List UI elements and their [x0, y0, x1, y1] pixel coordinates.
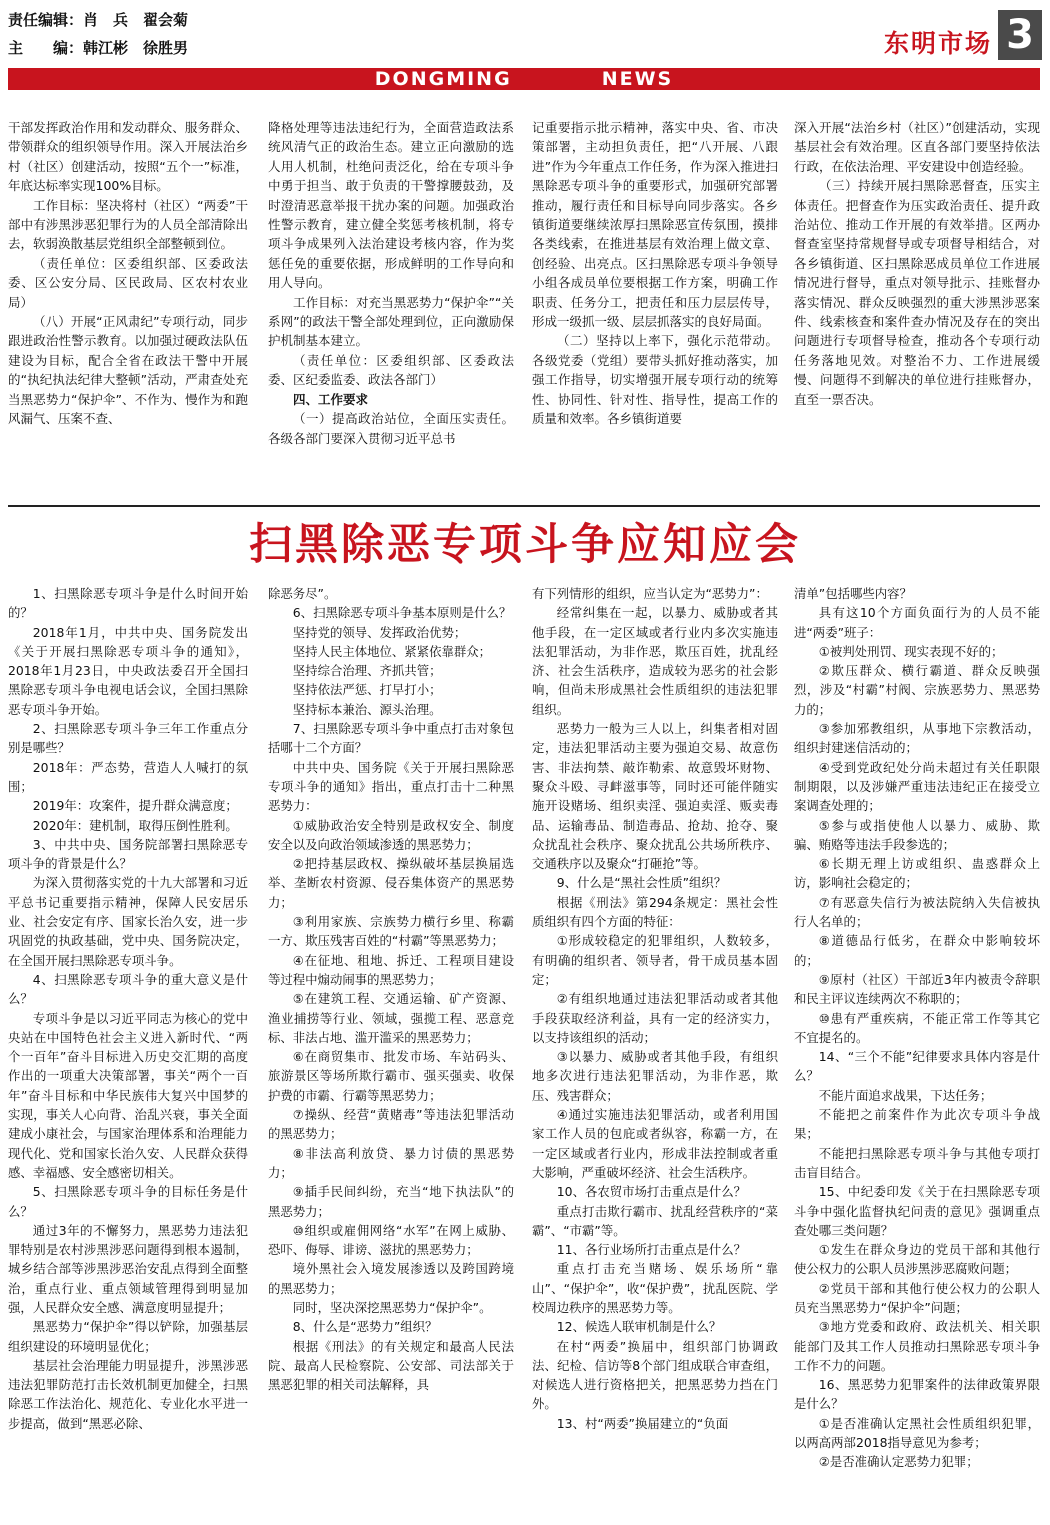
paragraph: 15、中纪委印发《关于在扫黑除恶专项斗争中强化监督执纪问责的意见》强调重点查处哪三类问题？	[794, 1184, 1040, 1238]
paragraph: 基层社会治理能力明显提升，涉黑涉恶违法犯罪防范打击长效机制更加健全，扫黑除恶工作法治化、规范化、专业化水平进一步提高，做到“黑恶必除、	[8, 1357, 248, 1431]
paragraph: 1、扫黑除恶专项斗争是什么时间开始的？	[8, 586, 248, 621]
paragraph: ②是否准确认定恶势力犯罪；	[818, 1454, 979, 1470]
paragraph: ③以暴力、威胁或者其他手段，有组织地多次进行违法犯罪活动，为非作恶，欺压、残害群众；	[532, 1049, 778, 1103]
page-number: 3	[998, 10, 1042, 60]
paragraph: ①发生在群众身边的党员干部和其他行使公权力的公职人员涉黑涉恶腐败问题；	[794, 1242, 1040, 1277]
paragraph: 通过3年的不懈努力，黑恶势力违法犯罪特别是农村涉黑涉恶问题得到根本遏制，城乡结合部等涉黑涉恶治安乱点得到全面整治，重点行业、重点领域管理得到明显加强，人民群众安全感、满意度明显提升；	[8, 1222, 248, 1315]
paragraph: 干部发挥政治作用和发动群众、服务群众、带领群众的组织领导作用。深入开展法治乡村（社区）创建活动，按照“五个一”标准，年底达标率实现100%目标。	[8, 120, 248, 194]
paragraph: ②有组织地通过违法犯罪活动或者其他手段获取经济利益，具有一定的经济实力，以支持该组织的活动；	[532, 991, 778, 1045]
paragraph: ⑦有恶意失信行为被法院纳入失信被执行人名单的；	[794, 894, 1040, 930]
feature-col-3	[532, 584, 778, 1524]
band-word-right: NEWS	[601, 68, 674, 90]
band-word-left: DONGMING	[374, 68, 512, 90]
paragraph: （责任单位：区委组织部、区委政法委、区公安分局、区民政局、区农村农业局）	[8, 255, 248, 310]
feature-col-4	[794, 584, 1040, 1524]
paragraph: ⑦操纵、经营“黄赌毒”等违法犯罪活动的黑恶势力；	[268, 1107, 514, 1142]
feature-col-2	[268, 584, 514, 1524]
paragraph: ④受到党政纪处分尚未超过有关任职限制期限，以及涉嫌严重违法违纪正在接受立案调查处理的；	[794, 759, 1040, 814]
paragraph: 5、扫黑除恶专项斗争的目标任务是什么？	[8, 1184, 248, 1219]
feature-title: 扫黑除恶专项斗争应知应会	[249, 520, 801, 570]
paragraph: ②把持基层政权、操纵破坏基层换届选举、垄断农村资源、侵吞集体资产的黑恶势力；	[268, 856, 514, 910]
paragraph: 中共中央、国务院《关于开展扫黑除恶专项斗争的通知》指出，重点打击十二种黑恶势力：	[268, 759, 514, 814]
paragraph: ⑥长期无理上访或组织、蛊惑群众上访，影响社会稳定的；	[794, 856, 1040, 891]
paragraph: ①威胁政治安全特别是政权安全、制度安全以及向政治领域渗透的黑恶势力；	[268, 817, 514, 852]
responsible-editors: 责任编辑：肖 兵 翟会菊	[8, 11, 189, 29]
paragraph: 13、村“两委”换届建立的“负面	[556, 1415, 729, 1431]
paragraph: （一）提高政治站位，全面压实责任。各级各部门要深入贯彻习近平总书	[268, 411, 514, 446]
paragraph: 不能把之前案件作为此次专项斗争战果；	[794, 1107, 1040, 1142]
paragraph: 8、什么是“恶势力”组织？	[292, 1319, 438, 1335]
paragraph: ④通过实施违法犯罪活动，或者利用国家工作人员的包庇或者纵容，称霸一方，在一定区域或者行业内，形成非法控制或者重大影响，严重破坏经济、社会生活秩序。	[532, 1107, 778, 1180]
paragraph: 深入开展“法治乡村（社区）”创建活动，实现基层社会有效治理。区直各部门要坚持依法行政，在依法治理、平安建设中创造经验。	[794, 120, 1040, 174]
paragraph: 14、“三个不能”纪律要求具体内容是什么？	[794, 1049, 1040, 1084]
paragraph: 2018年：严态势，营造人人喊打的氛围；	[8, 759, 248, 794]
top-article-col-2	[268, 118, 514, 500]
paragraph: 16、黑恶势力犯罪案件的法律政策界限是什么？	[794, 1377, 1040, 1412]
paragraph: 境外黑社会入境发展渗透以及跨国跨境的黑恶势力；	[268, 1261, 514, 1296]
paragraph: ①是否准确认定黑社会性质组织犯罪，以两高两部2018指导意见为参考；	[794, 1415, 1040, 1451]
paragraph: 坚持党的领导、发挥政治优势；	[292, 624, 467, 640]
paragraph: 同时，坚决深挖黑恶势力“保护伞”。	[292, 1299, 492, 1315]
paragraph: 四、工作要求	[293, 391, 369, 407]
paragraph: 除恶务尽”。	[268, 586, 337, 601]
paragraph: ③参加邪教组织，从事地下宗教活动，组织封建迷信活动的；	[794, 721, 1040, 756]
paragraph: 3、中共中央、国务院部署扫黑除恶专项斗争的背景是什么？	[8, 836, 248, 872]
paragraph: 坚持依法严惩、打早打小；	[292, 682, 442, 698]
paragraph: 经常纠集在一起，以暴力、威胁或者其他手段，在一定区域或者行业内多次实施违法犯罪活动，为非作恶，欺压百姓，扰乱经济、社会生活秩序，造成较为恶劣的社会影响，但尚未形成黑社会性质组织的违法犯罪组织。	[532, 605, 778, 717]
paragraph: （八）开展“正风肃纪”专项行动，同步跟进政治性警示教育。以加强过硬政法队伍建设为目标，配合全省在政法干警中开展的“执纪执法纪律大整顿”活动，严肃查处充当黑恶势力“保护伞”、不作为、慢作为和跑风漏气、压案不查、	[8, 314, 248, 427]
feature-col-1	[8, 584, 248, 1524]
paragraph: 降格处理等违法违纪行为，全面营造政法系统风清气正的政治生态。建立正向激励的选人用人机制，杜绝问责泛化，给在专项斗争中勇于担当、敢于负责的干警撑腰鼓劲，及时澄清恶意举报干扰办案的问题。加强政治性警示教育，建立健全奖惩考核机制，将专项斗争成果列入法治建设考核内容，作为奖惩任免的重要依据，形成鲜明的工作导向和用人导向。	[268, 120, 514, 291]
paragraph: 记重要指示批示精神，落实中央、省、市决策部署，主动担负责任，把“八开展、八跟进”作为今年重点工作任务，作为深入推进扫黑除恶专项斗争的重要形式，加强研究部署推动，履行责任和目标导向同步落实。各乡镇街道要继续浓厚扫黑除恶宣传氛围，摸排各类线索，在推进基层有效治理上做文章、创经验、出亮点。区扫黑除恶专项斗争领导小组各成员单位要根据工作方案，明确工作职责、任务分工，把责任和压力层层传导，形成一级抓一级、层层抓落实的良好局面。	[532, 120, 778, 330]
paragraph: 坚持标本兼治、源头治理。	[292, 701, 442, 717]
paragraph: 坚持综合治理、齐抓共管；	[292, 663, 442, 679]
paragraph: 12、候选人联审机制是什么？	[556, 1319, 722, 1335]
paragraph: （责任单位：区委组织部、区委政法委、区纪委监委、政法各部门）	[268, 352, 514, 388]
paragraph: ⑨原村（社区）干部近3年内被责令辞职和民主评议连续两次不称职的；	[794, 971, 1040, 1007]
paragraph: 4、扫黑除恶专项斗争的重大意义是什么？	[8, 971, 248, 1007]
paragraph: ⑤参与或指使他人以暴力、威胁、欺骗、贿赂等违法手段参选的；	[794, 817, 1040, 852]
paragraph: 重点打击充当赌场、娱乐场所“靠山”、“保护伞”，收“保护费”，扰乱医院、学校周边秩序的黑恶势力等。	[532, 1261, 778, 1315]
paragraph: ⑥在商贸集市、批发市场、车站码头、旅游景区等场所欺行霸市、强买强卖、收保护费的市霸、行霸等黑恶势力；	[268, 1049, 514, 1103]
paragraph: 不能把扫黑除恶专项斗争与其他专项打击盲目结合。	[794, 1145, 1040, 1180]
paragraph: 2019年：攻案件，提升群众满意度；	[32, 798, 238, 814]
paragraph: 有下列情形的组织，应当认定为“恶势力”：	[532, 586, 768, 601]
paragraph: （二）坚持以上率下，强化示范带动。各级党委（党组）要带头抓好推动落实，加强工作指导，切实增强开展专项行动的统筹性、协同性、针对性、指导性，提高工作的质量和效率。各乡镇街道要	[532, 333, 778, 427]
paragraph: 工作目标：坚决将村（社区）“两委”干部中有涉黑涉恶犯罪行为的人员全部清除出去，软弱涣散基层党组织全部整顿到位。	[8, 197, 248, 252]
paragraph: ①被判处刑罚、现实表现不好的；	[818, 643, 1004, 659]
paragraph: 2020年：建机制，取得压倒性胜利。	[32, 817, 238, 833]
paragraph: （三）持续开展扫黑除恶督查，压实主体责任。把督查作为压实政治责任、提升政治站位、推动工作开展的有效举措。区两办督查室坚持常规督导或专项督导相结合，对各乡镇街道、区扫黑除恶成员单位工作进展情况进行督导，重点对领导批示、挂账督办落实情况、群众反映强烈的重大涉黑涉恶案件、线索核查和案件查办情况及存在的突出问题进行专项督导检查，推动各个专项行动任务落地见效。对整治不力、工作进展缓慢、问题得不到解决的单位进行挂账督办，直至一票否决。	[794, 178, 1040, 407]
paragraph: ⑤在建筑工程、交通运输、矿产资源、渔业捕捞等行业、领域，强揽工程、恶意竞标、非法占地、滥开滥采的黑恶势力；	[268, 991, 514, 1045]
newspaper-brand: 东明市场	[883, 29, 992, 58]
paragraph: 6、扫黑除恶专项斗争基本原则是什么？	[292, 605, 512, 621]
paragraph: 具有这10个方面负面行为的人员不能进“两委”班子：	[794, 605, 1040, 640]
paragraph: 工作目标：对充当黑恶势力“保护伞”“关系网”的政法干警全部处理到位，正向激励保护机制基本建立。	[268, 294, 514, 349]
editor-credits	[8, 6, 188, 62]
paragraph: ⑩患有严重疾病，不能正常工作等其它不宜提名的。	[794, 1010, 1040, 1045]
paragraph: ②党员干部和其他行使公权力的公职人员充当黑恶势力“保护伞”问题；	[794, 1280, 1040, 1315]
paragraph: 恶势力一般为三人以上，纠集者相对固定，违法犯罪活动主要为强迫交易、故意伤害、非法拘禁、敲诈勒索、故意毁坏财物、聚众斗殴、寻衅滋事等，同时还可能伴随实施开设赌场、组织卖淫、强迫卖淫、贩卖毒品、运输毒品、制造毒品、抢劫、抢夺、聚众扰乱社会秩序、聚众扰乱公共场所秩序、交通秩序以及聚众“打砸抢”等。	[532, 721, 778, 872]
paragraph: ①形成较稳定的犯罪组织，人数较多，有明确的组织者、领导者，骨干成员基本固定；	[532, 933, 778, 987]
paragraph: 7、扫黑除恶专项斗争中重点打击对象包括哪十二个方面？	[268, 721, 514, 756]
paragraph: ⑧非法高利放贷、暴力讨债的黑恶势力；	[268, 1145, 514, 1180]
top-article-col-3	[532, 118, 778, 500]
paragraph: ⑧道德品行低劣，在群众中影响较坏的；	[794, 933, 1040, 968]
top-article-col-1	[8, 118, 248, 500]
paragraph: 专项斗争是以习近平同志为核心的党中央站在中国特色社会主义进入新时代、“两个一百年”奋斗目标进入历史交汇期的高度作出的一项重大决策部署，事关“两个一百年”奋斗目标和中华民族伟大复兴中国梦的实现，事关人心向背、治乱兴衰，事关全面建成小康社会，与国家治理体系和治理能力现代化、党和国家长治久安、人民群众获得感、幸福感、安全感密切相关。	[8, 1010, 248, 1180]
paragraph: ④在征地、租地、拆迁、工程项目建设等过程中煽动闹事的黑恶势力；	[268, 952, 514, 987]
paragraph: 9、什么是“黑社会性质”组织？	[556, 875, 727, 891]
paragraph: 黑恶势力“保护伞”得以铲除，加强基层组织建设的环境明显优化；	[8, 1319, 248, 1354]
paragraph: 2、扫黑除恶专项斗争三年工作重点分别是哪些？	[8, 721, 248, 756]
paragraph: 重点打击欺行霸市、扰乱经营秩序的“菜霸”、“市霸”等。	[532, 1203, 778, 1238]
paragraph: 11、各行业场所打击重点是什么？	[556, 1242, 747, 1258]
section-divider	[8, 505, 1040, 507]
paragraph: 坚持人民主体地位、紧紧依靠群众；	[292, 643, 492, 659]
paragraph: ③利用家族、宗族势力横行乡里、称霸一方、欺压残害百姓的“村霸”等黑恶势力；	[268, 914, 514, 949]
paragraph: ⑩组织或雇佣网络“水军”在网上威胁、恐吓、侮辱、诽谤、滋扰的黑恶势力；	[268, 1222, 514, 1258]
paragraph: ⑨插手民间纠纷，充当“地下执法队”的黑恶势力；	[268, 1184, 514, 1219]
paragraph: ②欺压群众、横行霸道、群众反映强烈，涉及“村霸”村阀、宗族恶势力、黑恶势力的；	[794, 663, 1040, 717]
page-header	[0, 0, 1050, 96]
paragraph: ③地方党委和政府、政法机关、相关职能部门及其工作人员推动扫黑除恶专项斗争工作不力的问题。	[794, 1319, 1040, 1373]
top-article-col-4	[794, 118, 1040, 500]
paragraph: 清单”包括哪些内容？	[794, 586, 912, 601]
dongming-news-band	[8, 68, 1040, 90]
paragraph: 为深入贯彻落实党的十九大部署和习近平总书记重要指示精神，保障人民安居乐业、社会安定有序、国家长治久安，进一步巩固党的执政基础，党中央、国务院决定，在全国开展扫黑除恶专项斗争。	[8, 875, 248, 968]
paragraph: 不能片面追求战果，下达任务；	[818, 1087, 993, 1103]
chief-editors: 主 编：韩江彬 徐胜男	[8, 39, 189, 57]
paragraph: 10、各农贸市场打击重点是什么？	[556, 1184, 747, 1200]
paragraph: 根据《刑法》的有关规定和最高人民法院、最高人民检察院、公安部、司法部关于黑恶犯罪的相关司法解释，具	[268, 1338, 514, 1393]
paragraph: 根据《刑法》第294条规定：黑社会性质组织有四个方面的特征：	[532, 894, 778, 930]
paragraph: 在村“两委”换届中，组织部门协调政法、纪检、信访等8个部门组成联合审查组，对候选人进行资格把关，把黑恶势力挡在门外。	[532, 1338, 778, 1412]
paragraph: 2018年1月，中共中央、国务院发出《关于开展扫黑除恶专项斗争的通知》，2018年1月23日，中央政法委召开全国扫黑除恶专项斗争电视电话会议，全国扫黑除恶专项斗争开始。	[8, 624, 248, 717]
